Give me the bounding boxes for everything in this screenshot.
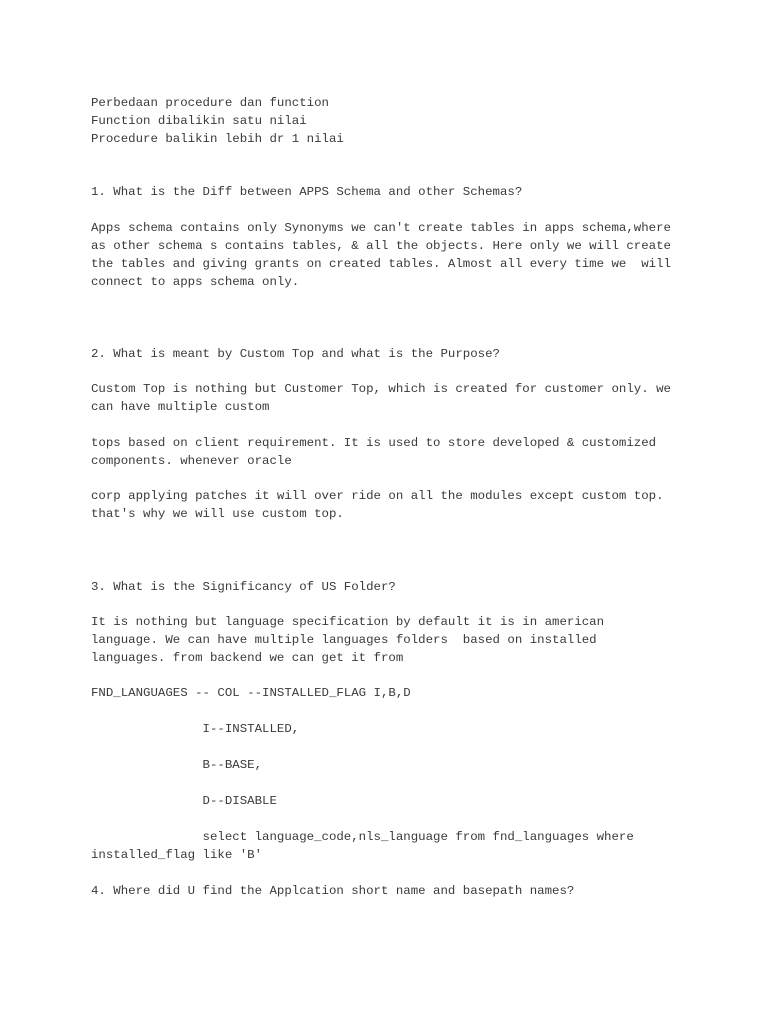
text-line: Function dibalikin satu nilai (91, 114, 307, 128)
text-line: languages. from backend we can get it from (91, 651, 404, 665)
code-line: installed_flag like 'B' (91, 848, 263, 862)
code-line: FND_LANGUAGES -- COL --INSTALLED_FLAG I,B,D (91, 686, 411, 700)
text-line: Perbedaan procedure dan function (91, 96, 329, 110)
code-line: I--INSTALLED, (91, 722, 300, 736)
text-line: the tables and giving grants on created tables. Almost all every time we will (91, 257, 671, 271)
text-line: language. We can have multiple languages folders based on installed (91, 633, 597, 647)
text-line: corp applying patches it will over ride on all the modules except custom top. (91, 489, 664, 503)
text-line: Procedure balikin lebih dr 1 nilai (91, 132, 344, 146)
text-line: connect to apps schema only. (91, 275, 300, 289)
text-line: Custom Top is nothing but Customer Top, which is created for customer only. we (91, 382, 671, 396)
question-heading: 1. What is the Diff between APPS Schema and other Schemas? (91, 185, 523, 199)
question-heading: 3. What is the Significancy of US Folder? (91, 580, 396, 594)
question-heading: 2. What is meant by Custom Top and what is the Purpose? (91, 347, 500, 361)
text-line: that's why we will use custom top. (91, 507, 344, 521)
text-line: tops based on client requirement. It is used to store developed & customized (91, 436, 657, 450)
text-line: components. whenever oracle (91, 454, 292, 468)
text-line: as other schema s contains tables, & all the objects. Here only we will create (91, 239, 671, 253)
text-line: Apps schema contains only Synonyms we can't create tables in apps schema,where (91, 221, 671, 235)
text-line: can have multiple custom (91, 400, 270, 414)
question-heading: 4. Where did U find the Applcation short name and basepath names? (91, 884, 575, 898)
code-line: B--BASE, (91, 758, 263, 772)
code-line: select language_code,nls_language from fnd_languages where (91, 830, 634, 844)
code-line: D--DISABLE (91, 794, 277, 808)
text-line: It is nothing but language specification by default it is in american (91, 615, 605, 629)
